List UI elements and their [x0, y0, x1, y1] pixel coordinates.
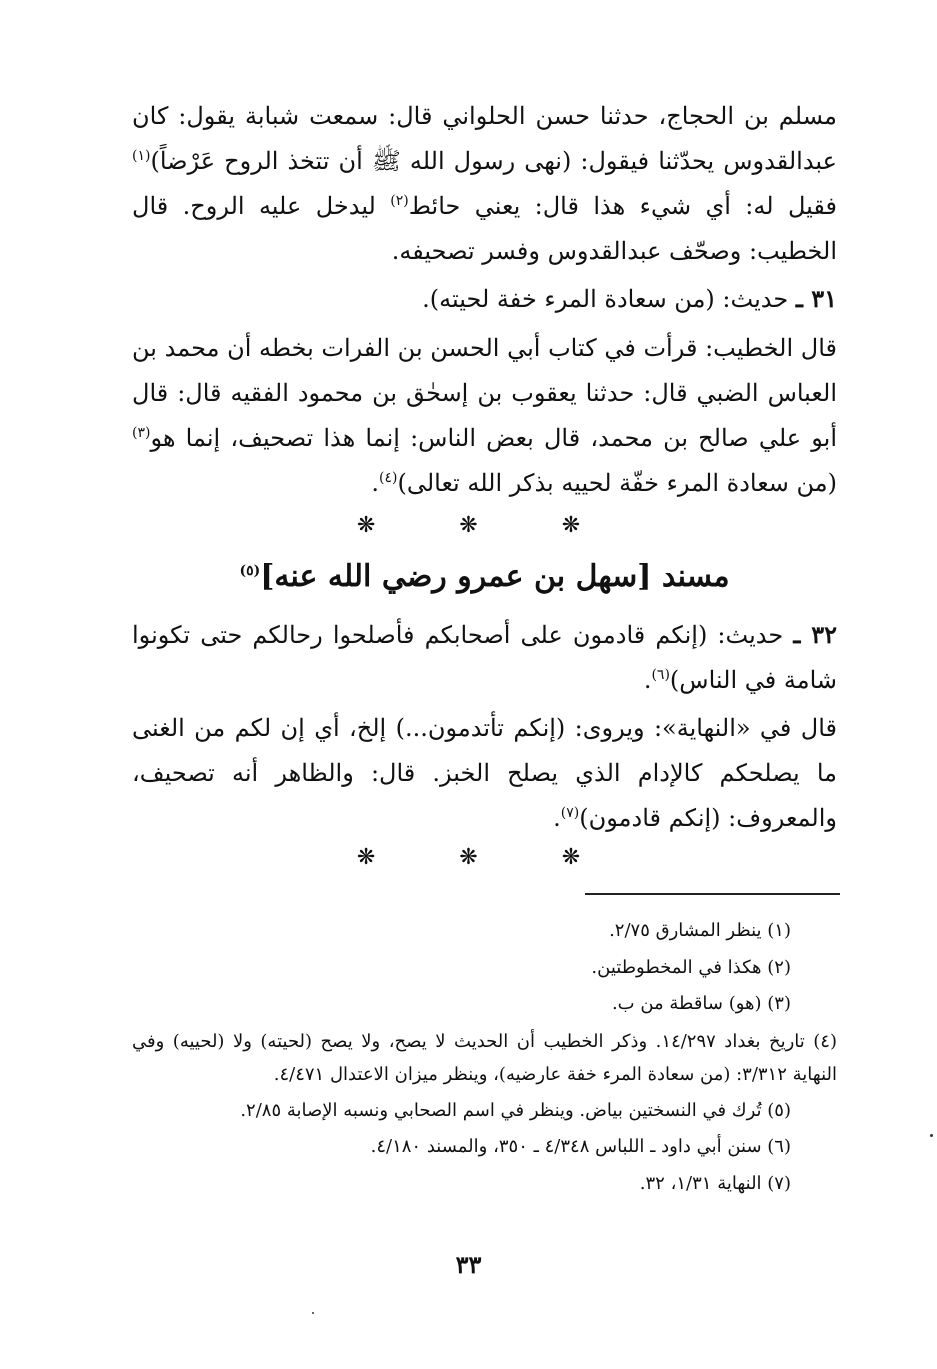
paragraph-text: .: [643, 666, 652, 694]
hadith-31: [132, 276, 837, 322]
star-ornament-icon: ❋: [356, 845, 376, 870]
section-separator: [0, 845, 937, 870]
paragraph-text: حديث: (من سعادة المرء خفة لحيته).: [422, 285, 796, 313]
footnote-item: (٣) (هو) ساقطة من ب.: [611, 993, 791, 1014]
paragraph-text: قال الخطيب: قرأت في كتاب أبي الحسن بن الفرات بخطه أن محمد بن العباس الضبي قال: حدثنا يعقوب بن إسحٰق بن محمود الفقيه قال: قال أبو علي صالح بن محمد، قال بعض الناس: إنما هذا تصحيف، إنما هو: [132, 334, 837, 452]
hadith-number: ٣١ ـ: [795, 284, 837, 313]
footnote-item: (٧) النهاية ١/٣١، ٣٢.: [639, 1172, 791, 1194]
hadith-number: ٣٢ ـ: [793, 620, 837, 649]
paragraph-text: فقيل له: أي شيء هذا قال: يعني حائط: [408, 192, 837, 220]
paragraph-khatib: [132, 326, 837, 506]
star-ornament-icon: ❋: [459, 513, 478, 538]
star-ornament-icon: ❋: [459, 845, 478, 870]
footnote-ref[interactable]: (١): [132, 148, 151, 164]
footnote-ref[interactable]: (٥): [239, 563, 261, 579]
footnote-item: (٦) سنن أبي داود ـ اللباس ٤/٣٤٨ ـ ٣٥٠، والمسند ٤/١٨٠.: [370, 1136, 791, 1157]
paragraph-nihaya: [132, 706, 837, 841]
footnote-ref[interactable]: (٣): [132, 425, 151, 441]
paragraph-text: حديث: (إنكم قادمون على أصحابكم فأصلحوا رحالكم حتى تكونوا شامة في الناس): [132, 621, 837, 694]
footnote-item: (١) ينظر المشارق ٢/٧٥.: [609, 920, 791, 941]
footnote-item: (٢) هكذا في المخطوطتين.: [591, 956, 791, 978]
section-separator: [0, 513, 937, 538]
footnote-ref[interactable]: (٧): [560, 805, 580, 821]
paragraph-text: قال في «النهاية»: ويروى: (إنكم تأتدمون...) إلخ، أي إن لكم من الغنى ما يصلحكم كالإدام الذي يصلح الخبز. قال: والظاهر أنه تصحيف، والمعروف: (إنكم قادمون): [132, 714, 837, 832]
footnote-ref[interactable]: (٦): [651, 667, 670, 683]
heading-text: مسند [سهل بن عمرو رضي الله عنه]: [260, 559, 730, 594]
footnote-ref[interactable]: (٢): [390, 193, 409, 209]
star-ornament-icon: ❋: [561, 513, 581, 538]
paragraph-text: ليدخل عليه الروح. قال الخطيب: وصحّف عبدالقدوس وفسر تصحيفه.: [132, 192, 837, 265]
paragraph-text: (من سعادة المرء خفّة لحييه بذكر الله تعالى): [397, 469, 837, 497]
paragraph-narration: [132, 94, 837, 274]
footnotes: [132, 913, 837, 1202]
footnote-ref[interactable]: (٤): [379, 470, 398, 486]
footnote-item: (٤) تاريخ بغداد ١٤/٢٩٧. وذكر الخطيب أن الحديث لا يصح، ولا يصح (لحيته) ولا (لحييه) وفي النهاية ٣/٣١٢: (من سعادة المرء خفة عارضيه)، وينظر ميزان الاعتدال ٤/٤٧١.: [132, 1030, 837, 1085]
footnote-divider: [585, 893, 840, 895]
footnote-item: (٥) تُرك في النسختين بياض. وينظر في اسم الصحابي ونسبه الإصابة ٢/٨٥.: [240, 1099, 791, 1121]
section-heading: [132, 555, 837, 599]
page-number: ٣٣: [455, 1250, 482, 1279]
scan-speck: [930, 1134, 933, 1137]
hadith-32: [132, 612, 837, 703]
paragraph-text: .: [371, 469, 379, 497]
paragraph-text: مسلم بن الحجاج، حدثنا حسن الحلواني قال: سمعت شبابة يقول: كان عبدالقدوس يحدّثنا فيقول: (نهى رسول الله ﷺ أن تتخذ الروح عَرْضاً): [132, 102, 837, 175]
scan-speck: [312, 1312, 314, 1314]
star-ornament-icon: ❋: [561, 845, 581, 870]
star-ornament-icon: ❋: [356, 513, 376, 538]
paragraph-text: .: [553, 804, 561, 832]
